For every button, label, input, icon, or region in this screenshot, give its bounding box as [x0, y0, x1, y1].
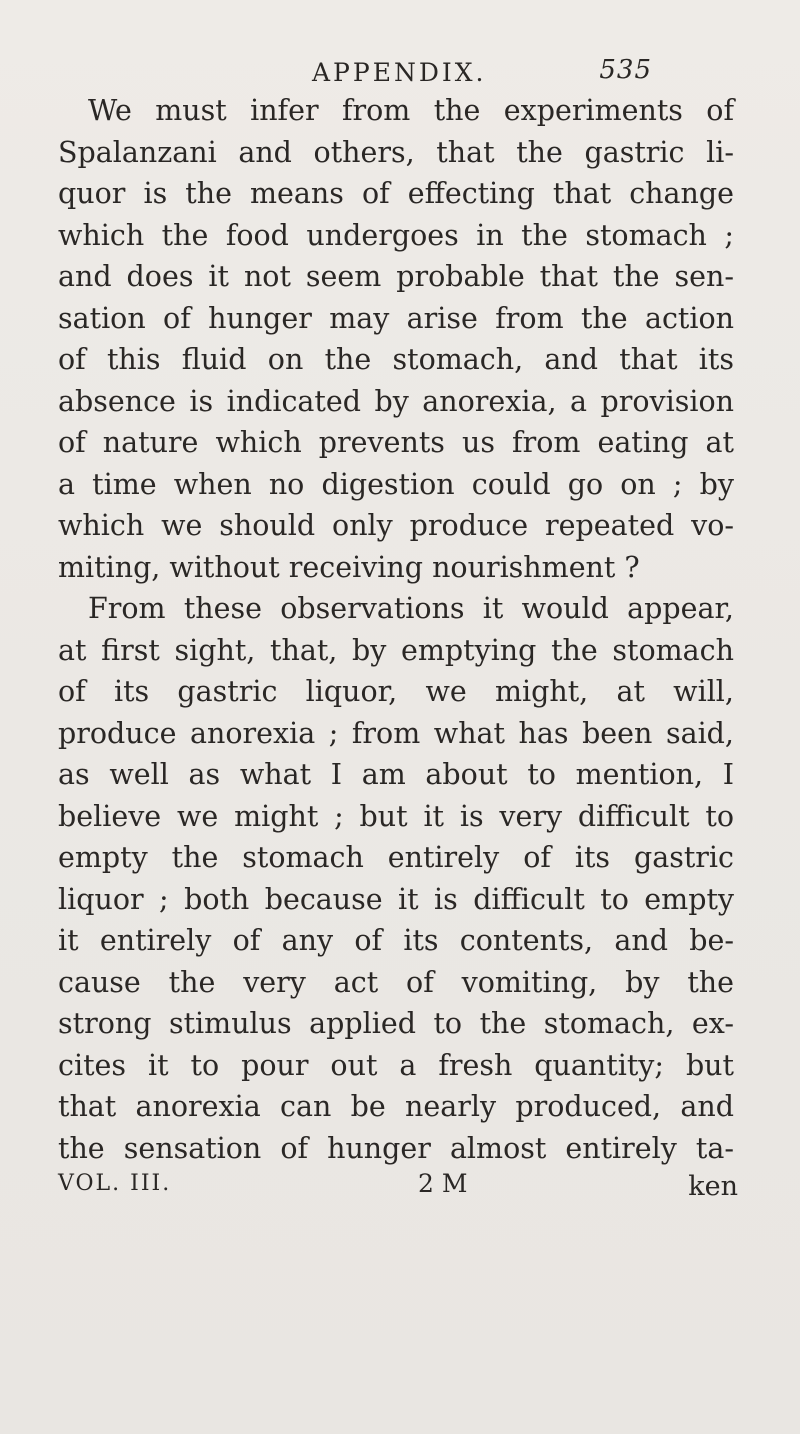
- text-line: sation of hunger may arise from the action: [58, 301, 734, 335]
- text-line: the sensation of hunger almost entirely ta-: [58, 1131, 734, 1165]
- text-line: absence is indicated by anorexia, a provision: [58, 384, 734, 418]
- text-line: at first sight, that, by emptying the stomach: [58, 633, 734, 667]
- text-line: empty the stomach entirely of its gastric: [58, 841, 734, 874]
- catchword: ken: [688, 1171, 738, 1202]
- volume-marker: VOL. III.: [58, 1171, 172, 1196]
- text-line: believe we might ; but it is very difficult to: [58, 799, 734, 833]
- text-line: which the food undergoes in the stomach ;: [58, 218, 734, 252]
- text-line: it entirely of any of its contents, and be-: [58, 924, 734, 957]
- page-header: [312, 50, 652, 90]
- signature-mark: 2 M: [418, 1169, 468, 1198]
- running-head: APPENDIX.: [312, 58, 487, 87]
- text-line: of this fluid on the stomach, and that its: [58, 343, 734, 376]
- text-line: liquor ; both because it is difficult to empty: [58, 882, 734, 916]
- text-line: produce anorexia ; from what has been said,: [58, 716, 734, 750]
- text-line: of nature which prevents us from eating at: [58, 426, 734, 459]
- page-number: 535: [599, 55, 652, 85]
- text-line: cause the very act of vomiting, by the: [58, 965, 734, 999]
- text-line: strong stimulus applied to the stomach, ex-: [58, 1007, 734, 1040]
- text-line: We must infer from the experiments of: [88, 94, 734, 127]
- body-text: [58, 90, 734, 1169]
- text-line: which we should only produce repeated vo-: [58, 509, 734, 542]
- text-line: as well as what I am about to mention, I: [58, 758, 734, 791]
- text-line: quor is the means of effecting that change: [58, 177, 734, 210]
- text-line: of its gastric liquor, we might, at will,: [58, 675, 734, 708]
- text-line: and does it not seem probable that the sen-: [58, 260, 734, 293]
- text-line: a time when no digestion could go on ; by: [58, 467, 734, 501]
- text-line: that anorexia can be nearly produced, and: [58, 1090, 734, 1123]
- page-footer: [58, 1163, 738, 1203]
- text-line: cites it to pour out a fresh quantity; but: [58, 1048, 734, 1082]
- text-line: From these observations it would appear,: [88, 592, 734, 625]
- text-line: Spalanzani and others, that the gastric li-: [58, 135, 734, 169]
- text-line: miting, without receiving nourishment ?: [58, 550, 640, 584]
